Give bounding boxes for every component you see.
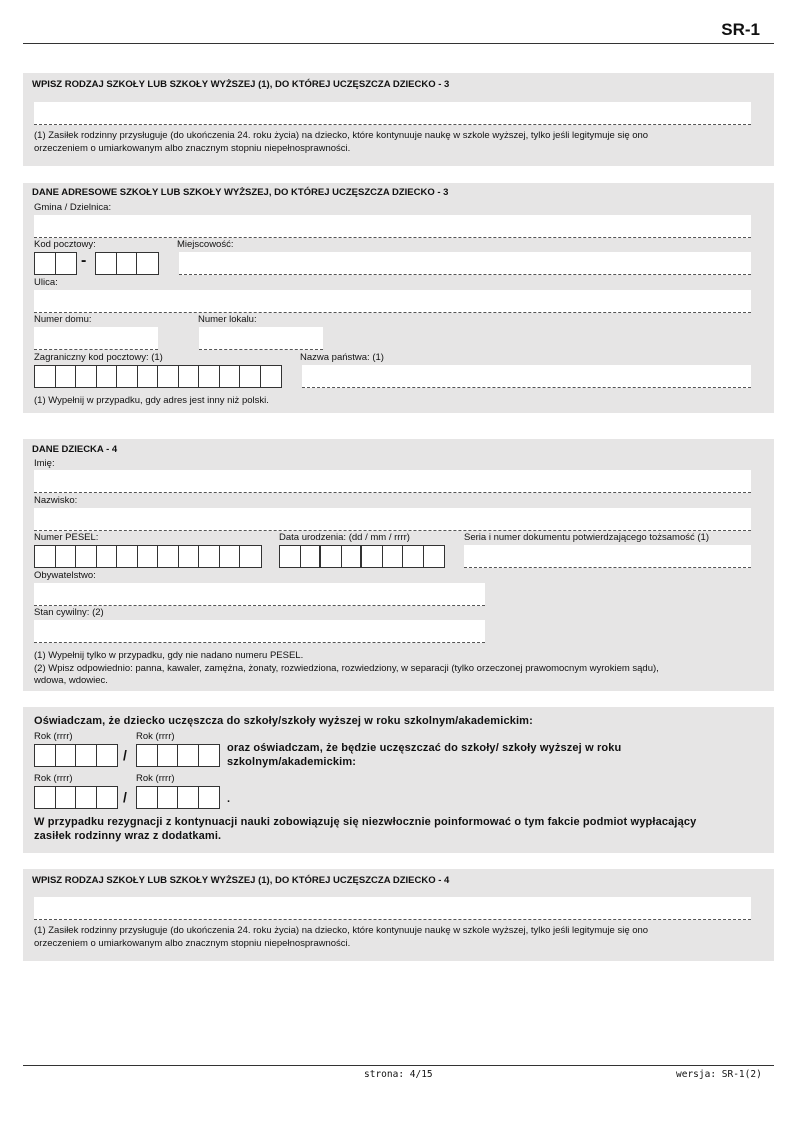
first-name-input[interactable] xyxy=(34,470,751,493)
statement-line: szkolnym/akademickim: xyxy=(227,756,357,768)
postal-code-label: Kod pocztowy: xyxy=(34,239,96,250)
section-title: DANE ADRESOWE SZKOŁY LUB SZKOŁY WYŻSZEJ, DO KTÓREJ UCZĘSZCZA DZIECKO - 3 xyxy=(32,187,449,198)
marital-status-input[interactable] xyxy=(34,620,485,643)
form-version: wersja: SR-1(2) xyxy=(676,1069,762,1080)
section-title: WPISZ RODZAJ SZKOŁY LUB SZKOŁY WYŻSZEJ (1), DO KTÓREJ UCZĘSZCZA DZIECKO - 3 xyxy=(32,79,450,90)
marital-status-label: Stan cywilny: (2) xyxy=(34,607,104,618)
note-line: wdowa, wdowiec. xyxy=(34,675,108,686)
house-number-input[interactable] xyxy=(34,327,158,350)
declaration-section xyxy=(23,707,774,853)
house-number-label: Numer domu: xyxy=(34,314,92,325)
statement-line: zasiłek rodzinny wraz z dodatkami. xyxy=(34,830,222,842)
apartment-number-input[interactable] xyxy=(199,327,323,350)
note-line: (1) Zasiłek rodzinny przysługuje (do ukończenia 24. roku życia) na dziecko, które kontynuuje naukę w szkole wyższej, tylko jeśli legitymuje się ono xyxy=(34,925,649,936)
header-rule xyxy=(23,43,774,44)
postal-code-part2-boxes[interactable] xyxy=(95,252,159,275)
child-4-section xyxy=(23,439,774,691)
foreign-postal-boxes[interactable] xyxy=(34,365,282,388)
form-code: SR-1 xyxy=(721,20,760,39)
section-title: WPISZ RODZAJ SZKOŁY LUB SZKOŁY WYŻSZEJ (1), DO KTÓREJ UCZĘSZCZA DZIECKO - 4 xyxy=(32,875,450,886)
section-note: (1) Wypełnij w przypadku, gdy adres jest inny niż polski. xyxy=(34,395,269,406)
note-line: (1) Zasiłek rodzinny przysługuje (do ukończenia 24. roku życia) na dziecko, które kontynuuje naukę w szkole wyższej, tylko jeśli legitymuje się ono xyxy=(34,130,649,141)
pesel-boxes[interactable] xyxy=(34,545,262,568)
year-slash: / xyxy=(123,789,127,805)
year-label: Rok (rrrr) xyxy=(136,773,175,784)
note-line: orzeczeniem o umiarkowanym albo znacznym stopniu niepełnosprawności. xyxy=(34,937,351,949)
city-label: Miejscowość: xyxy=(177,239,234,250)
next-year-end-boxes[interactable] xyxy=(136,786,220,809)
apartment-number-label: Numer lokalu: xyxy=(198,314,257,325)
last-name-label: Nazwisko: xyxy=(34,495,78,506)
year-slash: / xyxy=(123,747,127,763)
statement-line: W przypadku rezygnacji z kontynuacji nauki zobowiązuję się niezwłocznie poinformować o tym fakcie podmiot wypłacający xyxy=(34,816,697,828)
school-type-4-input[interactable] xyxy=(34,897,751,920)
birth-date-label: Data urodzenia: (dd / mm / rrrr) xyxy=(279,532,410,543)
id-document-input[interactable] xyxy=(464,545,751,568)
note-line: orzeczeniem o umiarkowanym albo znacznym stopniu niepełnosprawności. xyxy=(34,142,351,154)
page-number: strona: 4/15 xyxy=(364,1069,433,1080)
country-label: Nazwa państwa: (1) xyxy=(300,352,384,363)
city-input[interactable] xyxy=(179,252,751,275)
gmina-label: Gmina / Dzielnica: xyxy=(34,202,112,213)
school-type-3-section xyxy=(23,73,774,166)
section-title: DANE DZIECKA - 4 xyxy=(32,444,118,455)
school-type-4-section xyxy=(23,869,774,961)
street-input[interactable] xyxy=(34,290,751,313)
year-start-boxes[interactable] xyxy=(34,744,118,767)
school-address-3-section xyxy=(23,183,774,413)
id-document-label: Seria i numer dokumentu potwierdzającego tożsamość (1) xyxy=(464,532,710,543)
last-name-input[interactable] xyxy=(34,508,751,531)
postal-dash: - xyxy=(81,252,87,269)
next-year-start-boxes[interactable] xyxy=(34,786,118,809)
section-notes xyxy=(34,650,659,688)
gmina-input[interactable] xyxy=(34,215,751,238)
continue-statement xyxy=(227,741,621,769)
section-note xyxy=(34,925,648,950)
foreign-postal-label: Zagraniczny kod pocztowy: (1) xyxy=(34,352,163,363)
section-note xyxy=(34,130,648,155)
period-mark: . xyxy=(227,793,231,805)
first-name-label: Imię: xyxy=(34,458,55,469)
year-label: Rok (rrrr) xyxy=(34,731,73,742)
year-label: Rok (rrrr) xyxy=(34,773,73,784)
postal-code-part1-boxes[interactable] xyxy=(34,252,77,275)
school-type-3-input[interactable] xyxy=(34,102,751,125)
year-label: Rok (rrrr) xyxy=(136,731,175,742)
footer-rule xyxy=(23,1065,774,1066)
note-line: (2) Wpisz odpowiednio: panna, kawaler, zamężna, żonaty, rozwiedziona, rozwiedziony, w separacji (tylko orzeczonej prawomocnym wyrokiem sądu), xyxy=(34,662,659,674)
citizenship-input[interactable] xyxy=(34,583,485,606)
declaration-statement: Oświadczam, że dziecko uczęszcza do szkoły/szkoły wyższej w roku szkolnym/akademickim: xyxy=(34,715,533,727)
street-label: Ulica: xyxy=(34,277,58,288)
pesel-label: Numer PESEL: xyxy=(34,532,99,543)
citizenship-label: Obywatelstwo: xyxy=(34,570,96,581)
year-end-boxes[interactable] xyxy=(136,744,220,767)
birth-date-boxes[interactable] xyxy=(279,545,445,568)
note-line: (1) Wypełnij tylko w przypadku, gdy nie nadano numeru PESEL. xyxy=(34,650,304,661)
statement-line: oraz oświadczam, że będzie uczęszczać do szkoły/ szkoły wyższej w roku xyxy=(227,742,622,754)
resignation-statement xyxy=(34,815,696,843)
country-input[interactable] xyxy=(302,365,751,388)
